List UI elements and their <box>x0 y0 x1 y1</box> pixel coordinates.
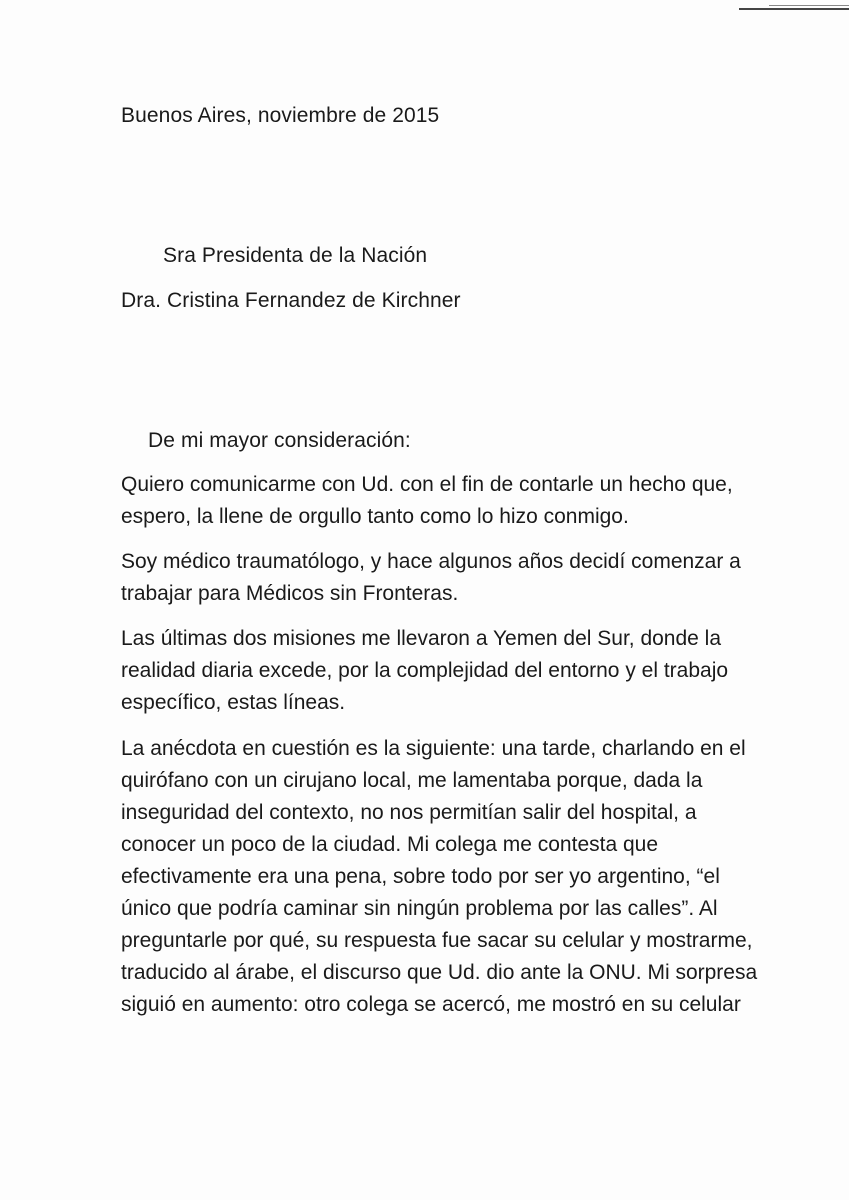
salutation: De mi mayor consideración: <box>148 429 411 452</box>
paragraph-line: realidad diaria excede, por la complejidad del entorno y el trabajo <box>121 659 729 682</box>
recipient-title: Sra Presidenta de la Nación <box>163 244 428 267</box>
recipient-name: Dra. Cristina Fernandez de Kirchner <box>121 289 461 312</box>
paragraph-line: siguió en aumento: otro colega se acercó, me mostró en su celular <box>121 993 741 1016</box>
paragraph-line: efectivamente era una pena, sobre todo por ser yo argentino, “el <box>121 865 720 888</box>
place-date: Buenos Aires, noviembre de 2015 <box>121 104 440 127</box>
paragraph-line: único que podría caminar sin ningún problema por las calles”. Al <box>121 897 718 920</box>
paragraph-1 <box>121 469 761 533</box>
paragraph-line: Soy médico traumatólogo, y hace algunos años decidí comenzar a <box>121 550 741 573</box>
paragraph-line: traducido al árabe, el discurso que Ud. dio ante la ONU. Mi sorpresa <box>121 961 758 984</box>
paragraph-line: trabajar para Médicos sin Fronteras. <box>121 582 459 605</box>
paragraph-2 <box>121 546 761 610</box>
paragraph-line: Quiero comunicarme con Ud. con el fin de contarle un hecho que, <box>121 473 733 496</box>
scan-artifact-line <box>739 8 849 10</box>
paragraph-line: La anécdota en cuestión es la siguiente: una tarde, charlando en el <box>121 737 746 760</box>
paragraph-line: quirófano con un cirujano local, me lamentaba porque, dada la <box>121 769 703 792</box>
paragraph-line: espero, la llene de orgullo tanto como lo hizo conmigo. <box>121 505 629 528</box>
paragraph-line: específico, estas líneas. <box>121 691 346 714</box>
scan-artifact-line <box>769 5 849 6</box>
paragraph-line: inseguridad del contexto, no nos permitían salir del hospital, a <box>121 801 697 824</box>
paragraph-4 <box>121 733 761 1021</box>
paragraph-line: preguntarle por qué, su respuesta fue sacar su celular y mostrarme, <box>121 929 753 952</box>
paragraph-3 <box>121 623 761 719</box>
paragraph-line: Las últimas dos misiones me llevaron a Yemen del Sur, donde la <box>121 627 722 650</box>
paragraph-line: conocer un poco de la ciudad. Mi colega me contesta que <box>121 833 659 856</box>
